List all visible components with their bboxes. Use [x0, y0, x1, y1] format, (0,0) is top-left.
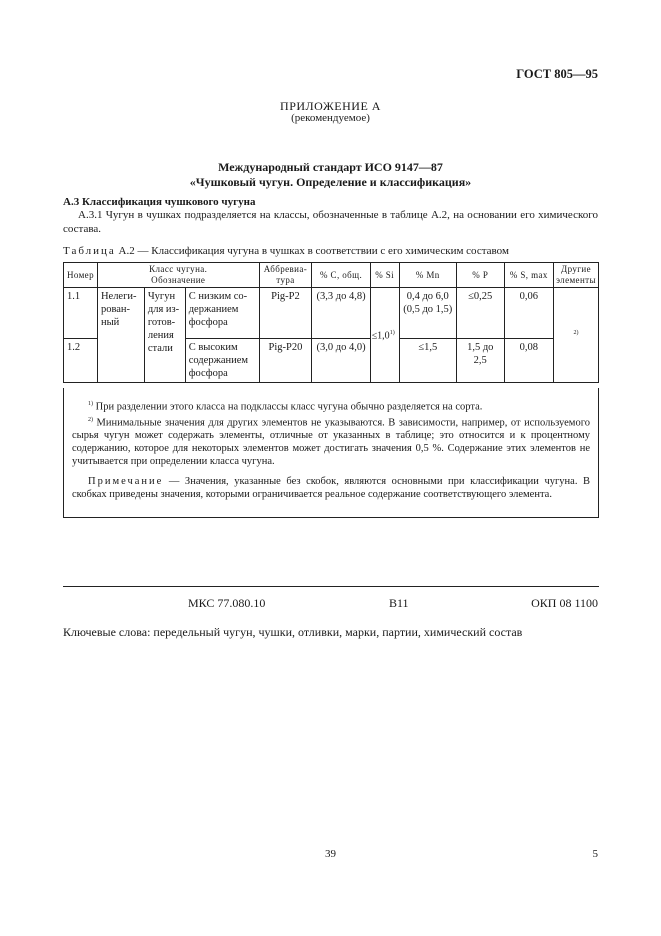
- sheet-number: 5: [592, 848, 598, 860]
- footer-okp: ОКП 08 1100: [531, 596, 598, 610]
- header-other: [554, 263, 599, 288]
- document-code: ГОСТ 805—95: [516, 67, 598, 81]
- header-other-line2: элементы: [556, 275, 596, 285]
- row-number: 1.1: [64, 288, 98, 339]
- row-abbr: Pig-P2: [259, 288, 312, 339]
- row-abbr: Pig-P20: [259, 339, 312, 383]
- header-class-line1: Класс чугуна.: [149, 264, 208, 274]
- header-class-line2: Обозначение: [151, 275, 206, 285]
- group-unalloyed: Нелеги-рован-ный: [97, 288, 144, 383]
- standard-title: [0, 160, 661, 190]
- row-carbon: (3,0 до 4,0): [312, 339, 370, 383]
- appendix-title: ПРИЛОЖЕНИЕ А: [280, 99, 381, 113]
- footer-group: В11: [389, 596, 409, 610]
- section-heading: А.3 Классификация чушкового чугуна: [63, 196, 256, 208]
- section-paragraph: А.3.1 Чугун в чушках подразделяется на классы, обозначенные в таблице А.2, на основании его химического состава.: [63, 209, 598, 235]
- classification-table: [63, 262, 599, 383]
- standard-title-line2: «Чушковый чугун. Определение и классификация»: [189, 175, 472, 189]
- footnote-2-text: Минимальные значения для других элементов не указываются. В зависимости, например, от используемого сырья чугун может содержать элементы, отличные от указанных в таблице; это относится и к процентному содержанию, которое для некоторых элементов может достигать значения 0,5 %. Содержание этих элементов не учитывается при определении класса чугуна.: [72, 417, 590, 467]
- table-notes: [63, 388, 599, 518]
- footnote-1-text: При разделении этого класса на подклассы класс чугуна обычно разделяется на сорта.: [95, 401, 483, 413]
- footnote-1: [72, 398, 590, 414]
- row-number: 1.2: [64, 339, 98, 383]
- header-manganese: % Mn: [399, 263, 456, 288]
- row-manganese: ≤1,5: [399, 339, 456, 383]
- header-class: [97, 263, 259, 288]
- other-footnote-mark: 2): [573, 330, 579, 337]
- table-caption-prefix: Таблица: [63, 245, 116, 257]
- group-steelmaking: Чугун для из-готов-ления стали: [144, 288, 185, 383]
- row-designation: С низким со-держанием фосфора: [185, 288, 259, 339]
- silicon-value: ≤1,0: [371, 330, 390, 342]
- footer-divider: [63, 586, 599, 587]
- remark-text: — Значения, указанные без скобок, являются основными при классификации чугуна. В скобках приведены значения, которыми ограничивается реальное содержание соответствующего элемента.: [72, 476, 590, 500]
- remark-label: Примечание: [88, 476, 164, 487]
- row-manganese: 0,4 до 6,0 (0,5 до 1,5): [399, 288, 456, 339]
- header-phosphorus: % P: [456, 263, 504, 288]
- standard-title-line1: Международный стандарт ИСО 9147—87: [218, 160, 443, 174]
- table-caption: [63, 245, 509, 257]
- table-row: [64, 288, 599, 339]
- appendix-subtitle: (рекомендуемое): [291, 112, 370, 124]
- header-abbr-line1: Аббревиа-: [263, 264, 308, 274]
- header-silicon: % Si: [370, 263, 399, 288]
- keywords: Ключевые слова: передельный чугун, чушки, отливки, марки, партии, химический состав: [63, 625, 523, 639]
- table-caption-text: А.2 — Классификация чугуна в чушках в соответствии с его химическим составом: [118, 245, 509, 257]
- silicon-footnote-mark: 1): [389, 330, 395, 337]
- header-sulfur: % S, max: [504, 263, 553, 288]
- footnote-1-mark: 1): [88, 401, 93, 407]
- row-designation: С высоким содержанием фосфора: [185, 339, 259, 383]
- page-number: 39: [325, 848, 336, 860]
- row-carbon: (3,3 до 4,8): [312, 288, 370, 339]
- row-phosphorus: 1,5 до 2,5: [456, 339, 504, 383]
- header-abbr-line2: тура: [276, 275, 295, 285]
- other-shared: [554, 288, 599, 383]
- table-header-row: [64, 263, 599, 288]
- footnote-2: [72, 414, 590, 469]
- footer-mks: МКС 77.080.10: [188, 596, 266, 610]
- header-other-line1: Другие: [561, 264, 591, 274]
- row-sulfur: 0,08: [504, 339, 553, 383]
- silicon-shared: [370, 288, 399, 383]
- row-phosphorus: ≤0,25: [456, 288, 504, 339]
- header-abbr: [259, 263, 312, 288]
- header-carbon: % C, общ.: [312, 263, 370, 288]
- header-number: Номер: [64, 263, 98, 288]
- table-remark: [72, 475, 590, 501]
- row-sulfur: 0,06: [504, 288, 553, 339]
- footnote-2-mark: 2): [88, 416, 93, 423]
